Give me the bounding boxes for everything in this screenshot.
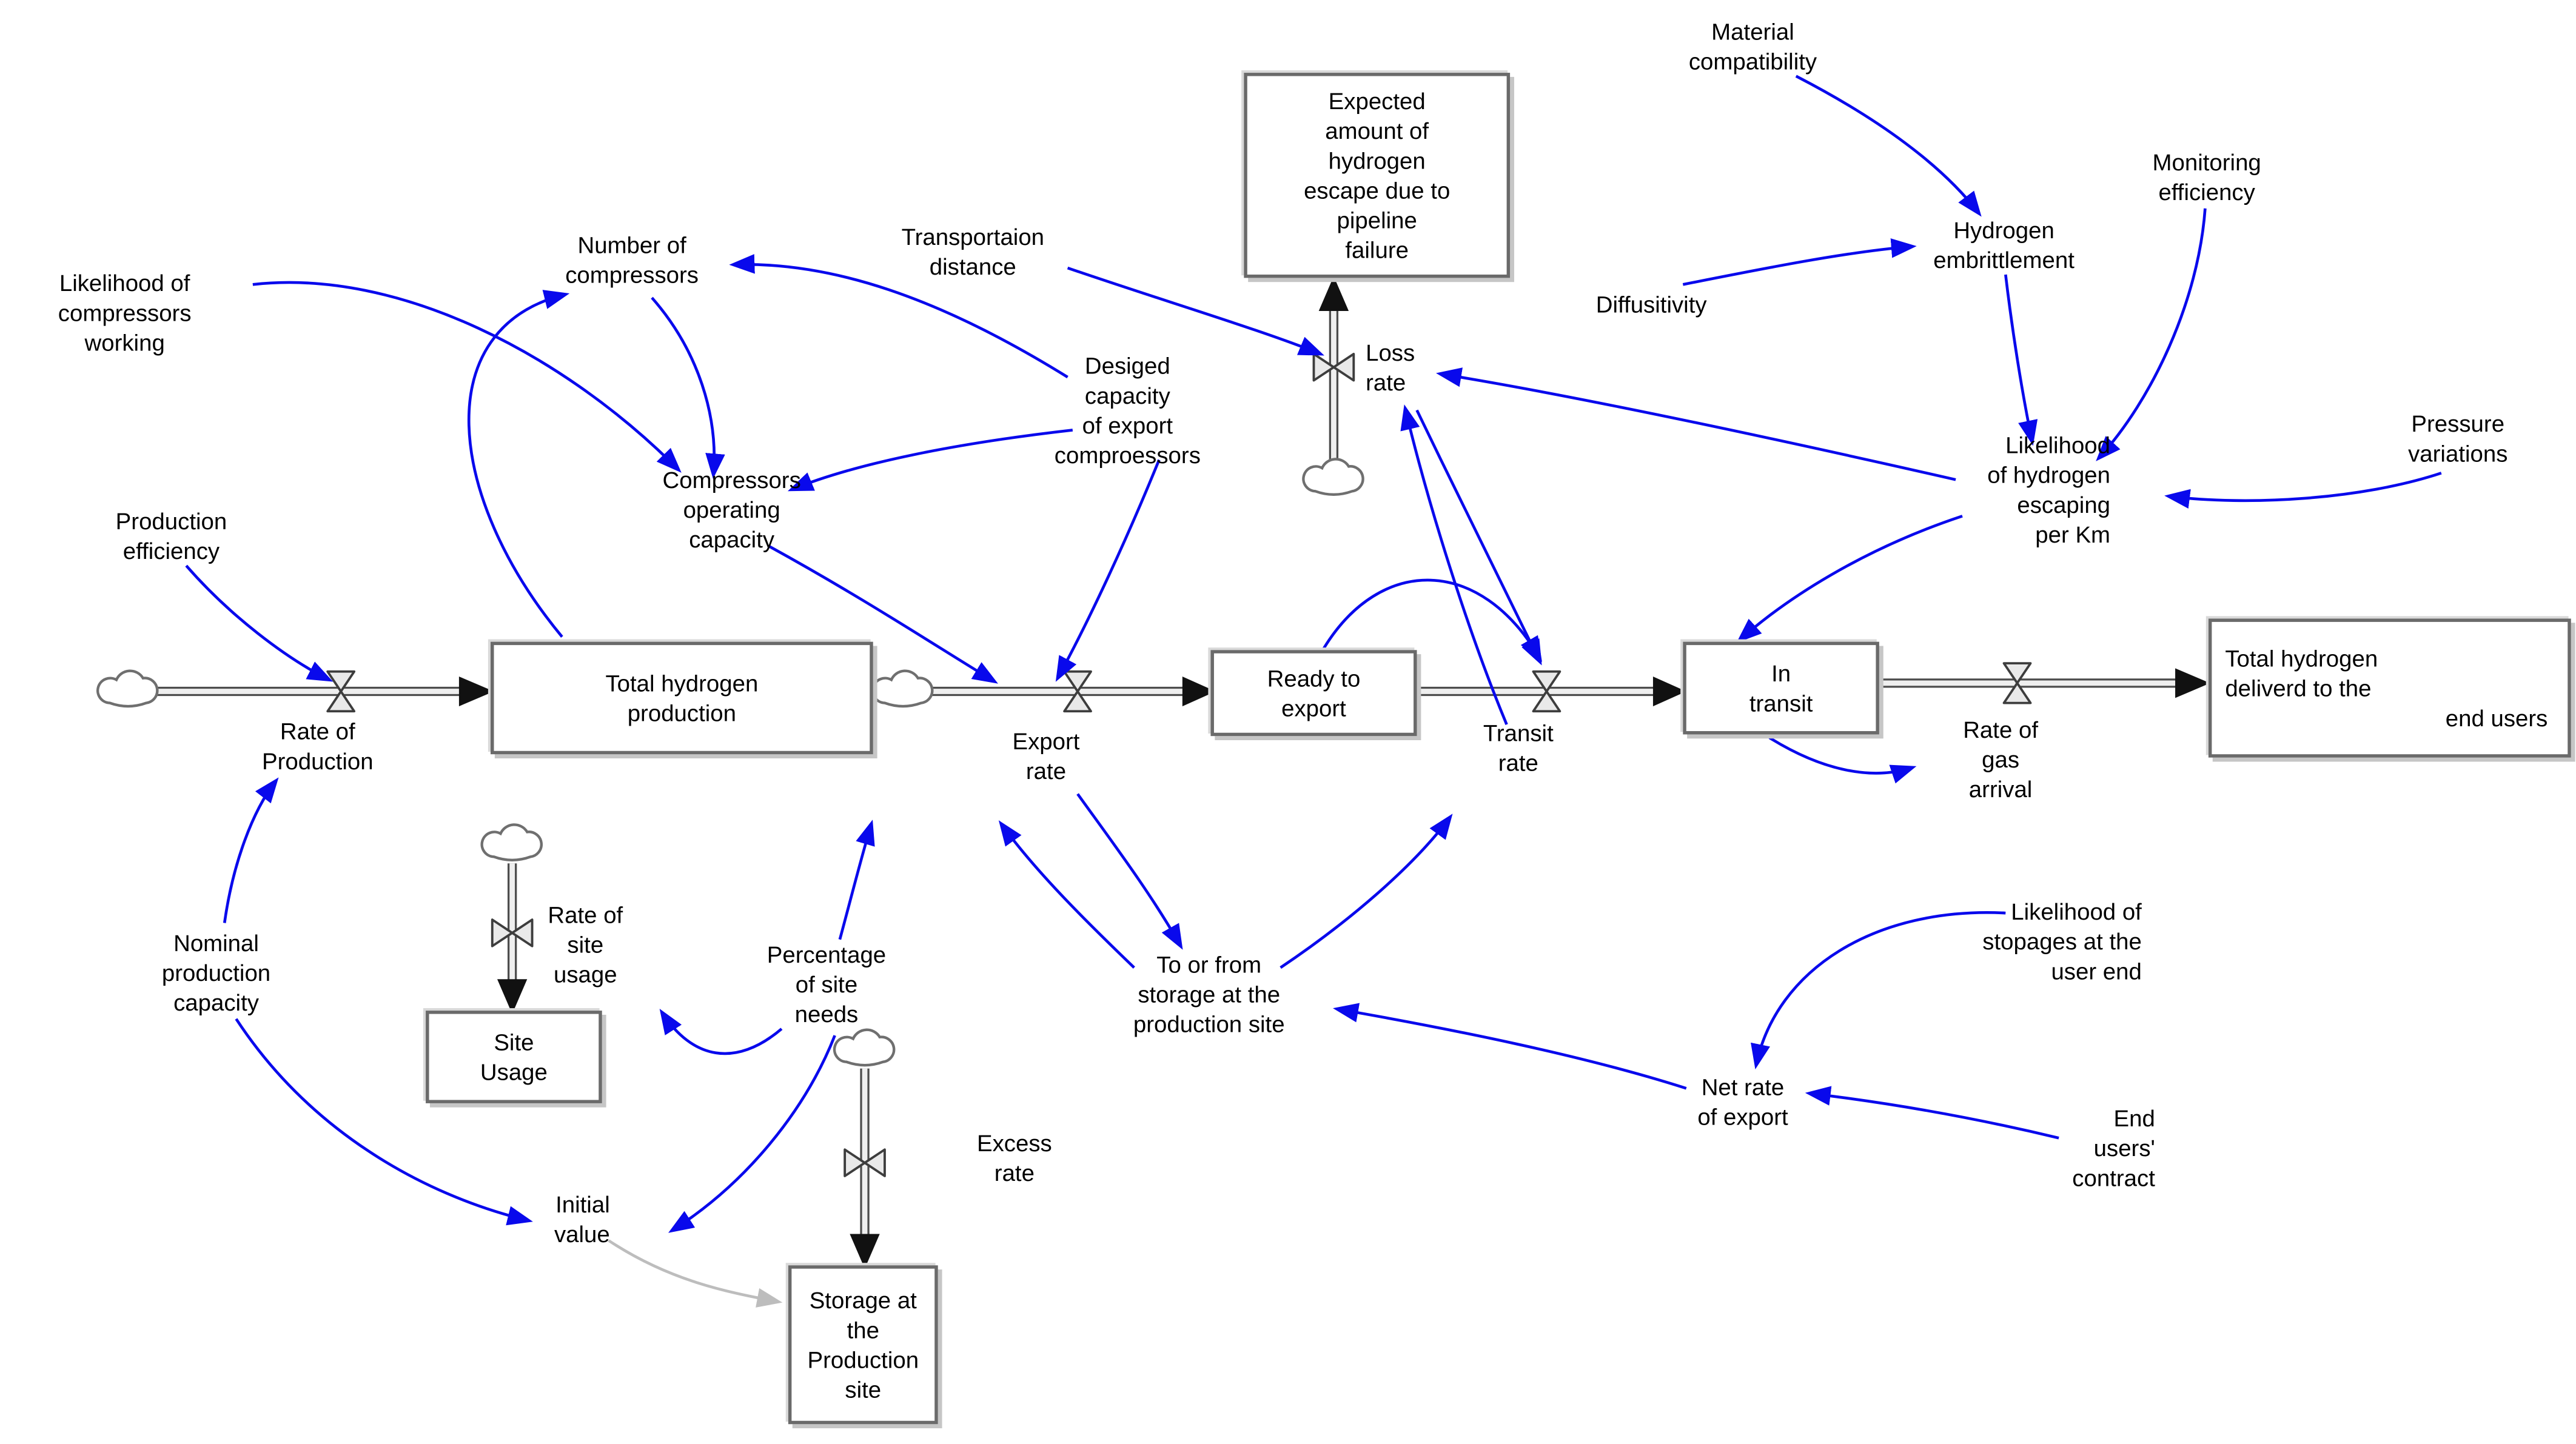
- flow-label-loss-rate[interactable]: [1366, 338, 1415, 397]
- cloud-loss-source[interactable]: [1303, 459, 1363, 494]
- aux-end-users-contract[interactable]: [2072, 1103, 2155, 1192]
- label-line: Likelihood of: [59, 269, 190, 296]
- label-line: compressors: [58, 299, 192, 326]
- flow-arrowhead: [1319, 276, 1349, 311]
- label-line: Likelihood of: [2011, 898, 2142, 925]
- stock-site-usage[interactable]: [426, 1011, 602, 1103]
- aux-compressors-capacity[interactable]: [663, 465, 801, 554]
- link-diffusitivity-to-embrittlement[interactable]: [1683, 247, 1912, 285]
- stock-label-line: Production: [807, 1346, 919, 1373]
- aux-to-from-storage[interactable]: [1133, 949, 1285, 1038]
- flow-label-export-rate[interactable]: [1012, 726, 1079, 786]
- label-line: production site: [1133, 1011, 1285, 1037]
- stock-label-line: Storage at: [809, 1286, 917, 1314]
- link-net-rate-to-to-from-storage[interactable]: [1337, 1009, 1686, 1088]
- pipe-export-rate[interactable]: [921, 677, 1215, 706]
- link-percentage-to-initial-value[interactable]: [672, 1035, 835, 1231]
- label-line: efficiency: [122, 537, 220, 564]
- stock-label-line: the: [847, 1316, 880, 1343]
- link-designed-capacity-to-capacity[interactable]: [791, 430, 1072, 489]
- label-line: rate: [1025, 757, 1067, 784]
- link-nominal-capacity-to-rate-of-production[interactable]: [224, 781, 276, 923]
- label-line: Net rate: [1701, 1073, 1785, 1100]
- stock-label-line: In: [1771, 660, 1791, 687]
- label-line: Number of: [577, 231, 686, 258]
- label-line: usage: [553, 961, 617, 988]
- label-line: Rate of: [1963, 716, 2039, 743]
- stock-label-line: export: [1281, 694, 1346, 721]
- link-total-production-to-number-compressors[interactable]: [469, 295, 565, 637]
- cloud-excess-source[interactable]: [834, 1030, 894, 1065]
- stock-label-line: Total hydrogen: [605, 670, 759, 697]
- flow-label-rate-gas-arrival[interactable]: [1963, 715, 2038, 804]
- stock-label-line: Usage: [480, 1058, 548, 1085]
- link-in-transit-to-gas-arrival[interactable]: [1769, 738, 1913, 773]
- aux-likelihood-stopages[interactable]: [1982, 897, 2142, 986]
- aux-likelihood-escaping[interactable]: [1987, 430, 2110, 549]
- label-line: Diffusitivity: [1595, 291, 1707, 318]
- stock-label-line: hydrogen: [1328, 147, 1426, 174]
- label-line: of export: [1697, 1103, 1788, 1130]
- label-line: arrival: [1968, 775, 2033, 803]
- label-line: Transportaion: [901, 223, 1045, 250]
- link-escaping-to-in-transit[interactable]: [1740, 516, 1962, 640]
- label-line: efficiency: [2158, 178, 2255, 206]
- flow-label-rate-site-usage[interactable]: [548, 900, 623, 989]
- label-line: stopages at the: [1982, 928, 2142, 955]
- label-line: Hydrogen: [1953, 216, 2054, 244]
- stock-label-line: end users: [2445, 704, 2548, 731]
- link-pressure-to-escaping[interactable]: [2168, 473, 2441, 500]
- label-line: per Km: [2035, 521, 2111, 548]
- aux-nominal-capacity[interactable]: [162, 928, 270, 1017]
- label-line: comproessors: [1054, 441, 1201, 469]
- aux-monitoring-efficiency[interactable]: [2153, 147, 2261, 207]
- flow-label-rate-of-production[interactable]: [262, 716, 374, 775]
- label-line: gas: [1982, 746, 2020, 773]
- link-embrittlement-to-escaping[interactable]: [2005, 275, 2032, 442]
- label-line: working: [84, 329, 165, 356]
- label-line: value: [554, 1220, 610, 1248]
- aux-net-rate-export[interactable]: [1697, 1072, 1788, 1131]
- label-line: Production: [262, 747, 374, 774]
- stock-expected-escape[interactable]: [1244, 73, 1510, 278]
- label-line: variations: [2408, 440, 2508, 467]
- flow-arrowhead: [1653, 677, 1686, 706]
- label-line: compatibility: [1688, 48, 1817, 75]
- stock-label-line: Total hydrogen: [2225, 645, 2378, 672]
- label-line: Pressure: [2411, 410, 2505, 437]
- link-likelihood-compressors-to-capacity[interactable]: [253, 282, 679, 470]
- aux-percentage-site-needs[interactable]: [767, 940, 886, 1029]
- label-line: compressors: [565, 261, 699, 288]
- label-line: Rate of: [548, 901, 623, 928]
- stock-label-line: transit: [1749, 689, 1813, 717]
- label-line: capacity: [173, 989, 259, 1016]
- stock-label-line: amount of: [1325, 117, 1429, 144]
- label-line: rate: [994, 1159, 1035, 1186]
- aux-likelihood-compressors[interactable]: [58, 268, 192, 357]
- aux-material-compatibility[interactable]: [1689, 16, 1817, 76]
- aux-production-efficiency[interactable]: [116, 506, 227, 566]
- flow-arrowhead: [2175, 668, 2210, 698]
- aux-initial-value[interactable]: [554, 1189, 610, 1249]
- link-designed-capacity-to-export-valve[interactable]: [1058, 460, 1159, 678]
- link-escaping-to-loss-rate[interactable]: [1440, 374, 1956, 480]
- link-monitoring-to-escaping[interactable]: [2099, 209, 2205, 458]
- label-line: escaping: [2017, 491, 2111, 518]
- stock-label-line: Expected: [1328, 87, 1426, 115]
- link-material-to-embrittlement[interactable]: [1796, 76, 1979, 213]
- label-line: Desiged: [1084, 352, 1170, 379]
- label-line: Compressors: [662, 466, 801, 493]
- aux-number-compressors[interactable]: [565, 230, 699, 289]
- link-percentage-to-rate-site-usage[interactable]: [662, 1012, 781, 1054]
- label-line: Material: [1711, 18, 1794, 45]
- aux-pressure-variations[interactable]: [2408, 409, 2507, 468]
- aux-diffusitivity[interactable]: [1596, 289, 1707, 319]
- link-to-from-storage-to-transit-rate[interactable]: [1281, 817, 1451, 968]
- label-line: user end: [2051, 957, 2142, 984]
- label-line: embrittlement: [1933, 246, 2075, 273]
- link-percentage-to-export-rate[interactable]: [840, 824, 871, 940]
- label-line: site: [567, 931, 604, 958]
- flow-arrowhead: [459, 677, 494, 706]
- stock-label-line: escape due to: [1304, 176, 1451, 204]
- label-line: rate: [1498, 749, 1538, 776]
- label-line: of export: [1082, 412, 1173, 439]
- stock-storage[interactable]: [788, 1265, 938, 1424]
- label-line: users': [2093, 1134, 2155, 1162]
- flow-label-excess-rate[interactable]: [977, 1128, 1052, 1188]
- link-designed-capacity-to-number-compressors[interactable]: [733, 264, 1067, 377]
- cloud-export-source[interactable]: [873, 671, 932, 706]
- stock-label-line: failure: [1345, 236, 1409, 263]
- link-initial-value-to-storage[interactable]: [609, 1240, 779, 1302]
- label-line: contract: [2072, 1164, 2155, 1191]
- label-line: Nominal: [173, 929, 259, 957]
- stock-in-transit[interactable]: [1683, 642, 1879, 735]
- flow-label-transit-rate[interactable]: [1483, 718, 1554, 777]
- stock-label-line: deliverd to the: [2225, 675, 2372, 701]
- link-loss-rate-to-transit-valve[interactable]: [1417, 410, 1540, 662]
- pipe-rate-gas-arrival[interactable]: [1879, 668, 2210, 698]
- label-line: storage at the: [1138, 981, 1281, 1008]
- label-line: rate: [1366, 369, 1406, 396]
- label-line: Transit: [1483, 719, 1554, 746]
- aux-hydrogen-embrittlement[interactable]: [1933, 215, 2075, 275]
- link-production-efficiency-to-production-valve[interactable]: [186, 566, 329, 680]
- stock-label-line: pipeline: [1337, 207, 1417, 233]
- stock-label-line: Site: [494, 1029, 534, 1055]
- label-line: Loss: [1366, 339, 1415, 366]
- label-line: Initial: [555, 1191, 610, 1218]
- stock-label-line: production: [627, 700, 737, 726]
- cloud-production-source[interactable]: [98, 671, 157, 706]
- link-stopages-to-net-rate[interactable]: [1756, 912, 2005, 1065]
- label-line: capacity: [689, 526, 775, 553]
- link-number-compressors-to-capacity[interactable]: [652, 298, 714, 475]
- label-line: End: [2113, 1105, 2155, 1132]
- label-line: of hydrogen: [1987, 461, 2111, 488]
- label-line: Export: [1012, 727, 1080, 755]
- label-line: production: [161, 959, 271, 986]
- label-line: Likelihood: [2005, 432, 2111, 458]
- label-line: capacity: [1084, 382, 1170, 409]
- aux-designed-capacity[interactable]: [1055, 350, 1201, 469]
- label-line: operating: [683, 496, 780, 523]
- link-transportation-distance-to-loss-valve[interactable]: [1068, 268, 1321, 354]
- stock-ready-export[interactable]: [1210, 650, 1417, 736]
- link-transit-rate-to-loss-rate[interactable]: [1405, 409, 1506, 724]
- flow-arrowhead: [850, 1234, 879, 1268]
- stock-label-line: Ready to: [1267, 664, 1361, 692]
- label-line: distance: [929, 253, 1016, 280]
- aux-transportation-distance[interactable]: [902, 222, 1044, 281]
- stock-total-production[interactable]: [491, 642, 873, 755]
- label-line: Monitoring: [2152, 149, 2261, 176]
- pipe-rate-of-production[interactable]: [146, 677, 494, 706]
- label-line: Excess: [976, 1129, 1052, 1157]
- link-export-rate-to-to-from-storage[interactable]: [1078, 794, 1181, 946]
- stock-label-line: site: [845, 1376, 882, 1403]
- label-line: of site: [795, 971, 858, 998]
- label-line: To or from: [1156, 951, 1262, 978]
- label-line: needs: [794, 1000, 859, 1028]
- label-line: Production: [115, 507, 227, 535]
- stock-delivered[interactable]: [2209, 618, 2571, 757]
- label-line: Rate of: [280, 718, 355, 744]
- link-contract-to-net-rate[interactable]: [1810, 1094, 2059, 1138]
- cloud-site-usage-source[interactable]: [482, 824, 542, 860]
- label-line: Percentage: [766, 941, 887, 968]
- link-ready-export-to-transit-valve[interactable]: [1324, 580, 1540, 658]
- flow-arrowhead: [497, 979, 527, 1014]
